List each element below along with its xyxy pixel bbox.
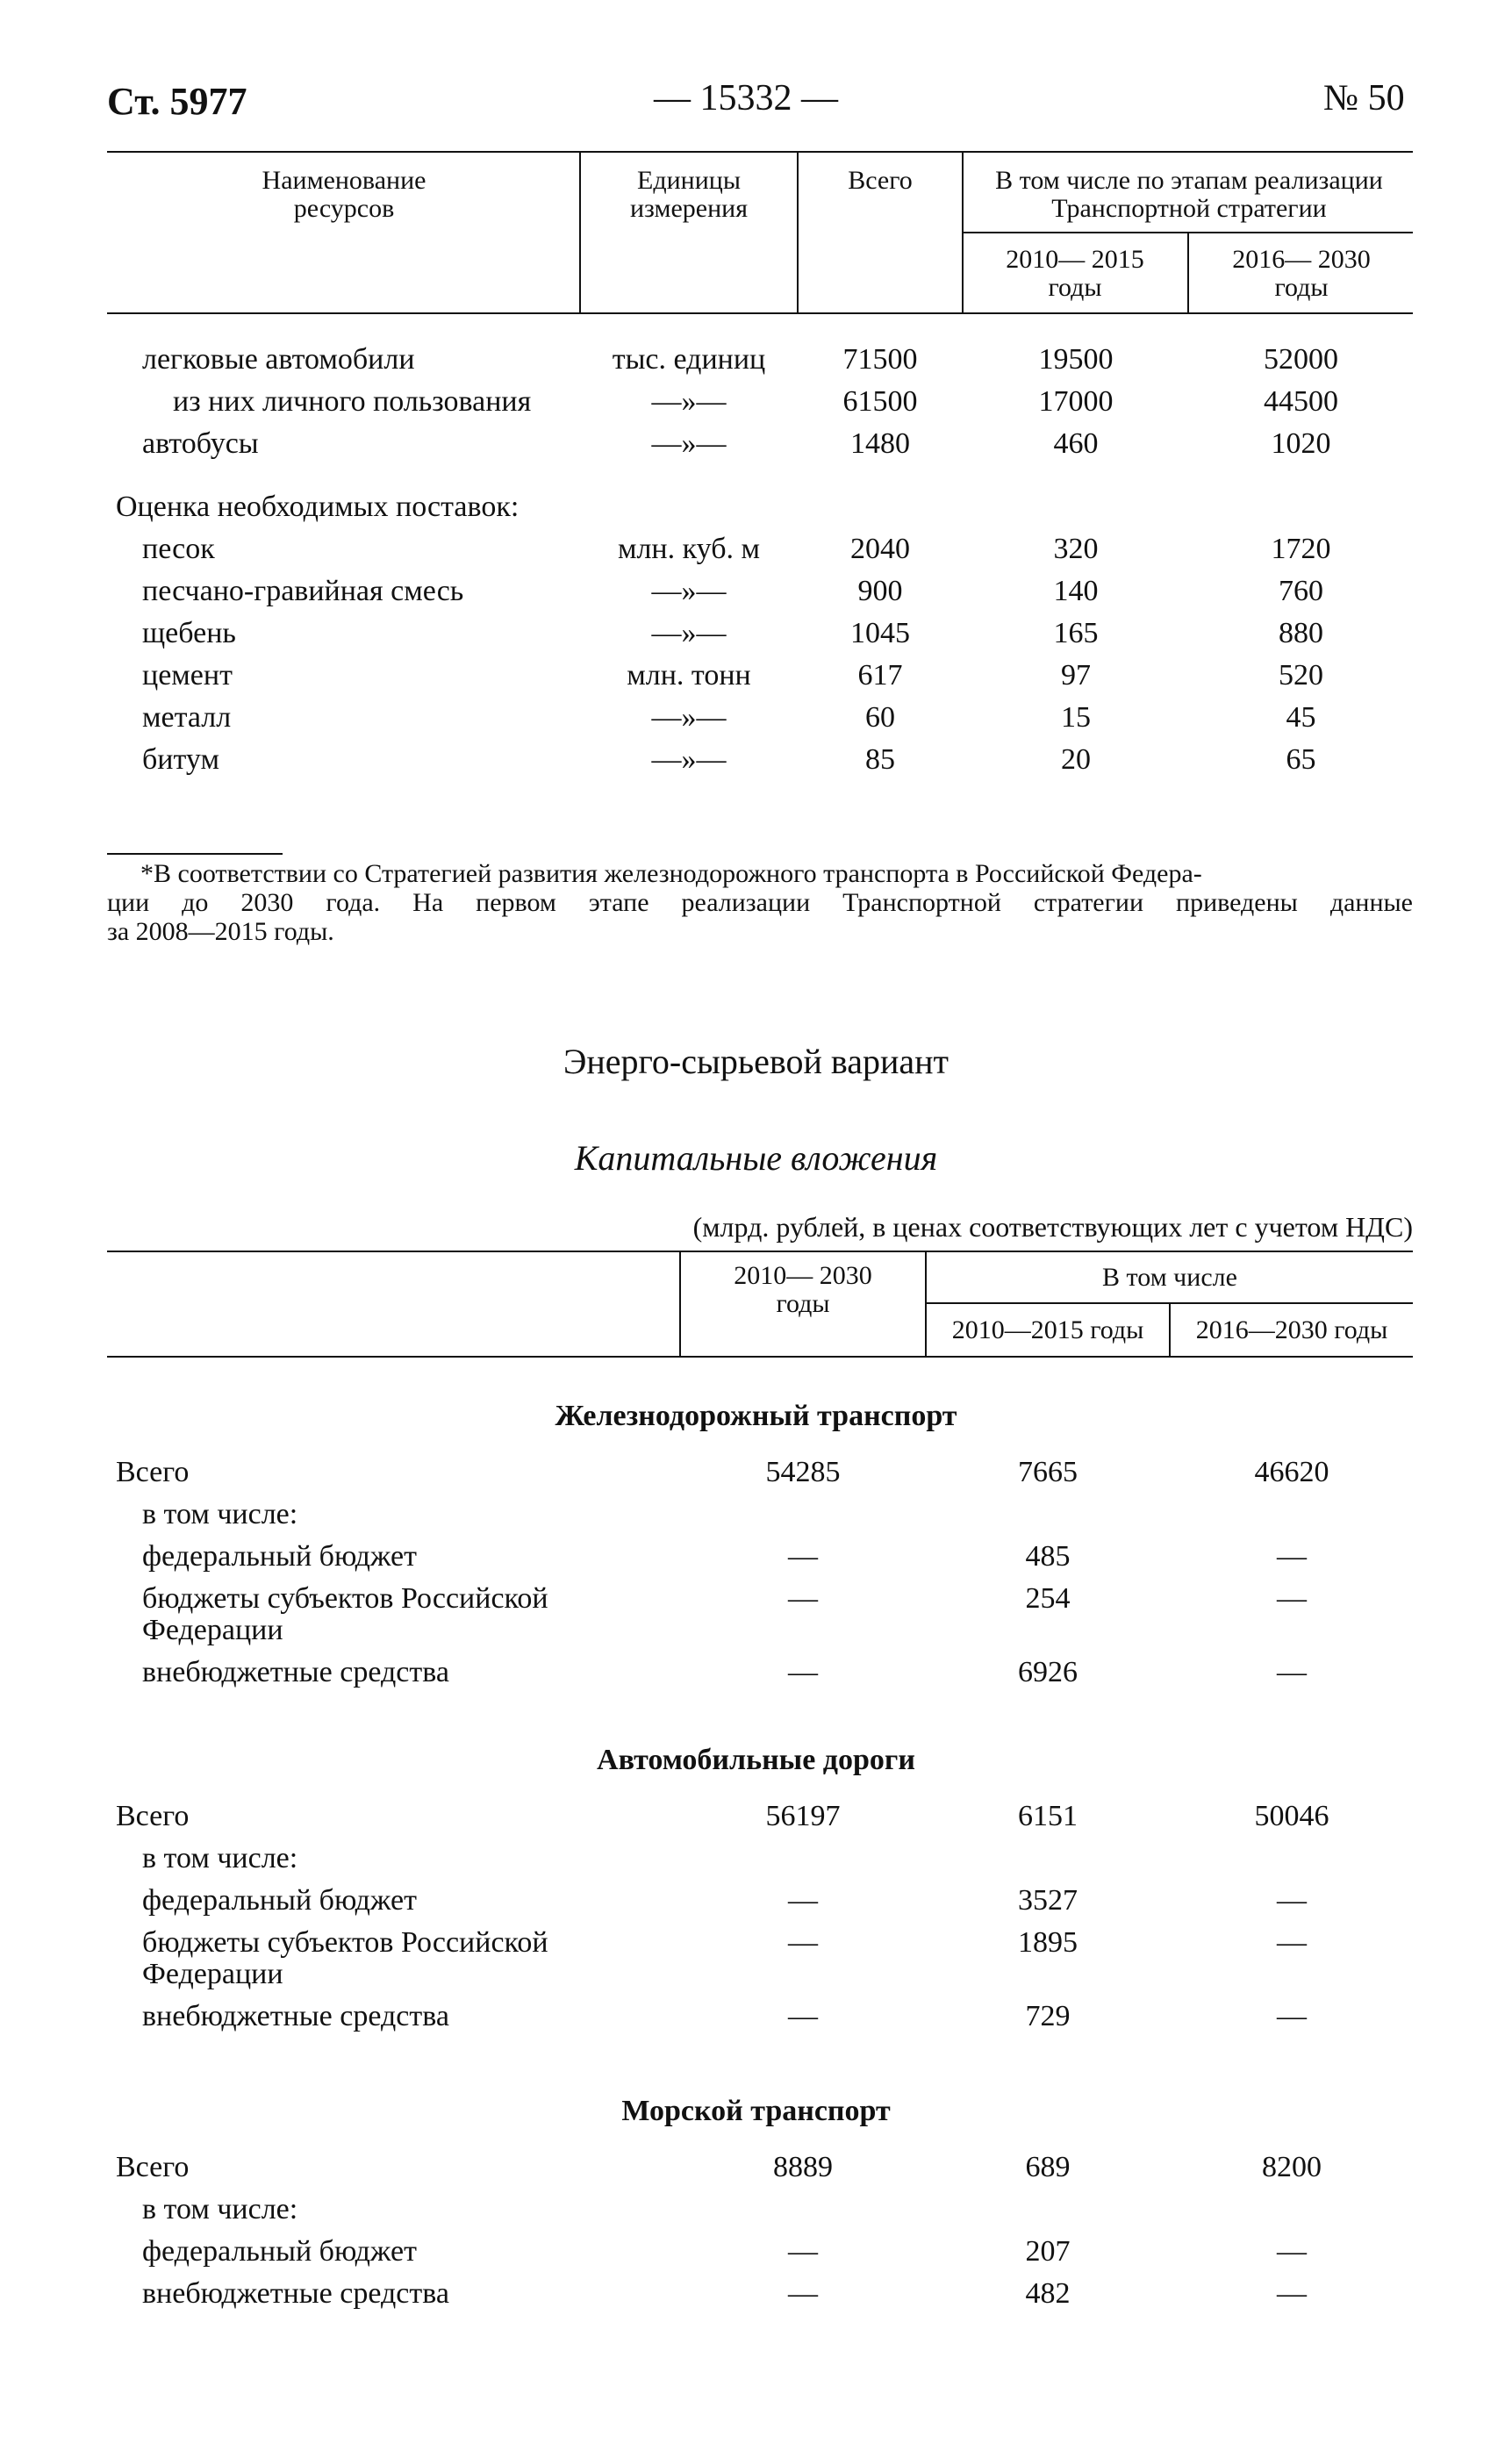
table-cell-total: 71500 xyxy=(842,343,918,376)
table-cell-stage2: 520 xyxy=(1279,659,1323,692)
row-label: внебюджетные средства xyxy=(142,1656,449,1688)
cell-p2: — xyxy=(1277,1540,1307,1573)
cell-p1: 6926 xyxy=(1018,1656,1078,1688)
table-cell-stage2: 880 xyxy=(1279,617,1323,649)
table-cell-total: 900 xyxy=(857,575,903,607)
cell-p2: — xyxy=(1277,1582,1307,1615)
table1-header-name: Наименование ресурсов xyxy=(262,166,426,223)
section-title: Энерго-сырьевой вариант xyxy=(563,1042,949,1081)
table-cell-stage2: 44500 xyxy=(1264,385,1338,418)
table2-header-period: 2010— 2030 годы xyxy=(734,1261,872,1318)
table-cell-stage1: 320 xyxy=(1053,533,1099,565)
table2-header-p2: 2016—2030 годы xyxy=(1195,1315,1388,1344)
cell-p1: 6151 xyxy=(1018,1800,1078,1832)
table1-header-stage1: 2010— 2015 годы xyxy=(1006,245,1144,302)
table1-header-unit: Единицы измерения xyxy=(629,166,748,223)
table-cell-total: 1045 xyxy=(850,617,910,649)
table-cell-name: цемент xyxy=(142,659,233,692)
table1-col-divider xyxy=(962,151,964,314)
units-note: (млрд. рублей, в ценах соответствующих лет с учетом НДС) xyxy=(692,1211,1413,1243)
table-cell-stage2: 45 xyxy=(1286,701,1316,734)
table-cell-name: из них личного пользования xyxy=(173,385,532,418)
cell-total: 56197 xyxy=(765,1800,841,1832)
table-cell-stage1: 19500 xyxy=(1038,343,1114,376)
table-cell-stage2: 65 xyxy=(1286,743,1316,776)
table-cell-stage2: 760 xyxy=(1279,575,1323,607)
table-cell-total: 617 xyxy=(857,659,903,692)
table-cell-unit: тыс. единиц xyxy=(612,343,766,376)
table-cell-name: песок xyxy=(142,533,215,565)
table1-header-stage2: 2016— 2030 годы xyxy=(1232,245,1371,302)
cell-p1: 482 xyxy=(1025,2277,1071,2310)
row-label: в том числе: xyxy=(142,1498,298,1530)
cell-total: — xyxy=(788,1656,818,1688)
cell-total: — xyxy=(788,2000,818,2032)
row-label: федеральный бюджет xyxy=(142,2235,417,2268)
cell-p2: — xyxy=(1277,1926,1307,1959)
cell-p1: 1895 xyxy=(1018,1926,1078,1959)
table2-header-p1: 2010—2015 годы xyxy=(951,1315,1144,1344)
cell-total: — xyxy=(788,1540,818,1573)
table-cell-stage1: 460 xyxy=(1053,427,1099,460)
cell-p1: 485 xyxy=(1025,1540,1071,1573)
table1-top-rule xyxy=(107,151,1413,153)
cell-p2: — xyxy=(1277,2277,1307,2310)
footnote-line: ции до 2030 года. На первом этапе реализации Транспортной стратегии приведены данные xyxy=(107,888,1413,917)
cell-p2: — xyxy=(1277,2000,1307,2032)
table2-header-bottom-rule xyxy=(107,1356,1413,1358)
table-cell-total: 60 xyxy=(865,701,895,734)
cell-p2: 8200 xyxy=(1262,2151,1322,2183)
issue-number: № 50 xyxy=(1323,78,1405,118)
table-cell-stage2: 1720 xyxy=(1271,533,1331,565)
group-title: Морской транспорт xyxy=(621,2095,891,2127)
table-cell-unit: —»— xyxy=(651,385,727,418)
row-label: федеральный бюджет xyxy=(142,1540,417,1573)
table-cell-total: 61500 xyxy=(842,385,918,418)
table-cell-unit: —»— xyxy=(651,743,727,776)
table-cell-name: битум xyxy=(142,743,219,776)
table-cell-unit: —»— xyxy=(651,701,727,734)
cell-p2: — xyxy=(1277,1656,1307,1688)
cell-total: — xyxy=(788,1926,818,1959)
table2-header-including: В том числе xyxy=(1102,1263,1237,1292)
footnote-line: за 2008—2015 годы. xyxy=(107,917,334,946)
table1-header-total: Всего xyxy=(848,166,913,195)
table-cell-name: песчано-гравийная смесь xyxy=(142,575,464,607)
cell-p1: 254 xyxy=(1025,1582,1071,1615)
table1-col-divider xyxy=(1187,232,1189,314)
cell-p2: 50046 xyxy=(1254,1800,1329,1832)
footnote-rule xyxy=(107,853,283,855)
cell-total: — xyxy=(788,2277,818,2310)
group-title: Железнодорожный транспорт xyxy=(555,1400,957,1432)
row-label: бюджеты субъектов Российской Федерации xyxy=(142,1926,548,1990)
row-label: Всего xyxy=(116,1456,190,1488)
table-cell-name: щебень xyxy=(142,617,236,649)
table-cell-name: автобусы xyxy=(142,427,259,460)
section-subtitle: Капитальные вложения xyxy=(574,1138,938,1178)
table-cell-total: 85 xyxy=(865,743,895,776)
table-cell-name: легковые автомобили xyxy=(142,343,415,376)
table-cell-unit: —»— xyxy=(651,427,727,460)
table-cell-stage1: 15 xyxy=(1061,701,1091,734)
table-cell-stage1: 165 xyxy=(1053,617,1099,649)
row-label: бюджеты субъектов Российской Федерации xyxy=(142,1582,548,1646)
table-cell-total: 1480 xyxy=(850,427,910,460)
cell-total: — xyxy=(788,2235,818,2268)
table1-col-divider xyxy=(579,151,581,314)
cell-total: 8889 xyxy=(773,2151,833,2183)
footnote-line: *В соответствии со Стратегией развития железнодорожного транспорта в Российской Федера- xyxy=(140,859,1202,888)
table-cell-stage1: 140 xyxy=(1053,575,1099,607)
article-number: Ст. 5977 xyxy=(107,80,247,123)
table-cell-stage2: 1020 xyxy=(1271,427,1331,460)
table-cell-stage1: 17000 xyxy=(1038,385,1114,418)
table1-header-stages: В том числе по этапам реализации Транспортной стратегии xyxy=(995,166,1383,223)
table-cell-stage2: 52000 xyxy=(1264,343,1338,376)
table-cell-unit: млн. тонн xyxy=(627,659,751,692)
row-label: внебюджетные средства xyxy=(142,2277,449,2310)
table-cell-stage1: 20 xyxy=(1061,743,1091,776)
table-section-label: Оценка необходимых поставок: xyxy=(116,491,520,523)
table-cell-stage1: 97 xyxy=(1061,659,1091,692)
table-cell-unit: —»— xyxy=(651,617,727,649)
row-label: в том числе: xyxy=(142,1842,298,1874)
cell-p1: 207 xyxy=(1025,2235,1071,2268)
cell-p1: 689 xyxy=(1025,2151,1071,2183)
page-number: — 15332 — xyxy=(654,78,838,118)
cell-p2: 46620 xyxy=(1254,1456,1329,1488)
group-title: Автомобильные дороги xyxy=(597,1744,915,1776)
row-label: в том числе: xyxy=(142,2193,298,2225)
table-cell-name: металл xyxy=(142,701,232,734)
row-label: федеральный бюджет xyxy=(142,1884,417,1917)
table-cell-unit: млн. куб. м xyxy=(617,533,761,565)
cell-p2: — xyxy=(1277,1884,1307,1917)
cell-total: — xyxy=(788,1582,818,1615)
table-cell-total: 2040 xyxy=(850,533,910,565)
table2-col-divider xyxy=(679,1251,681,1358)
table-cell-unit: —»— xyxy=(651,575,727,607)
row-label: Всего xyxy=(116,1800,190,1832)
table1-header-bottom-rule xyxy=(107,312,1413,314)
cell-p1: 3527 xyxy=(1018,1884,1078,1917)
cell-total: — xyxy=(788,1884,818,1917)
cell-p1: 729 xyxy=(1025,2000,1071,2032)
table2-top-rule xyxy=(107,1251,1413,1252)
cell-total: 54285 xyxy=(765,1456,841,1488)
cell-p2: — xyxy=(1277,2235,1307,2268)
cell-p1: 7665 xyxy=(1018,1456,1078,1488)
row-label: Всего xyxy=(116,2151,190,2183)
row-label: внебюджетные средства xyxy=(142,2000,449,2032)
